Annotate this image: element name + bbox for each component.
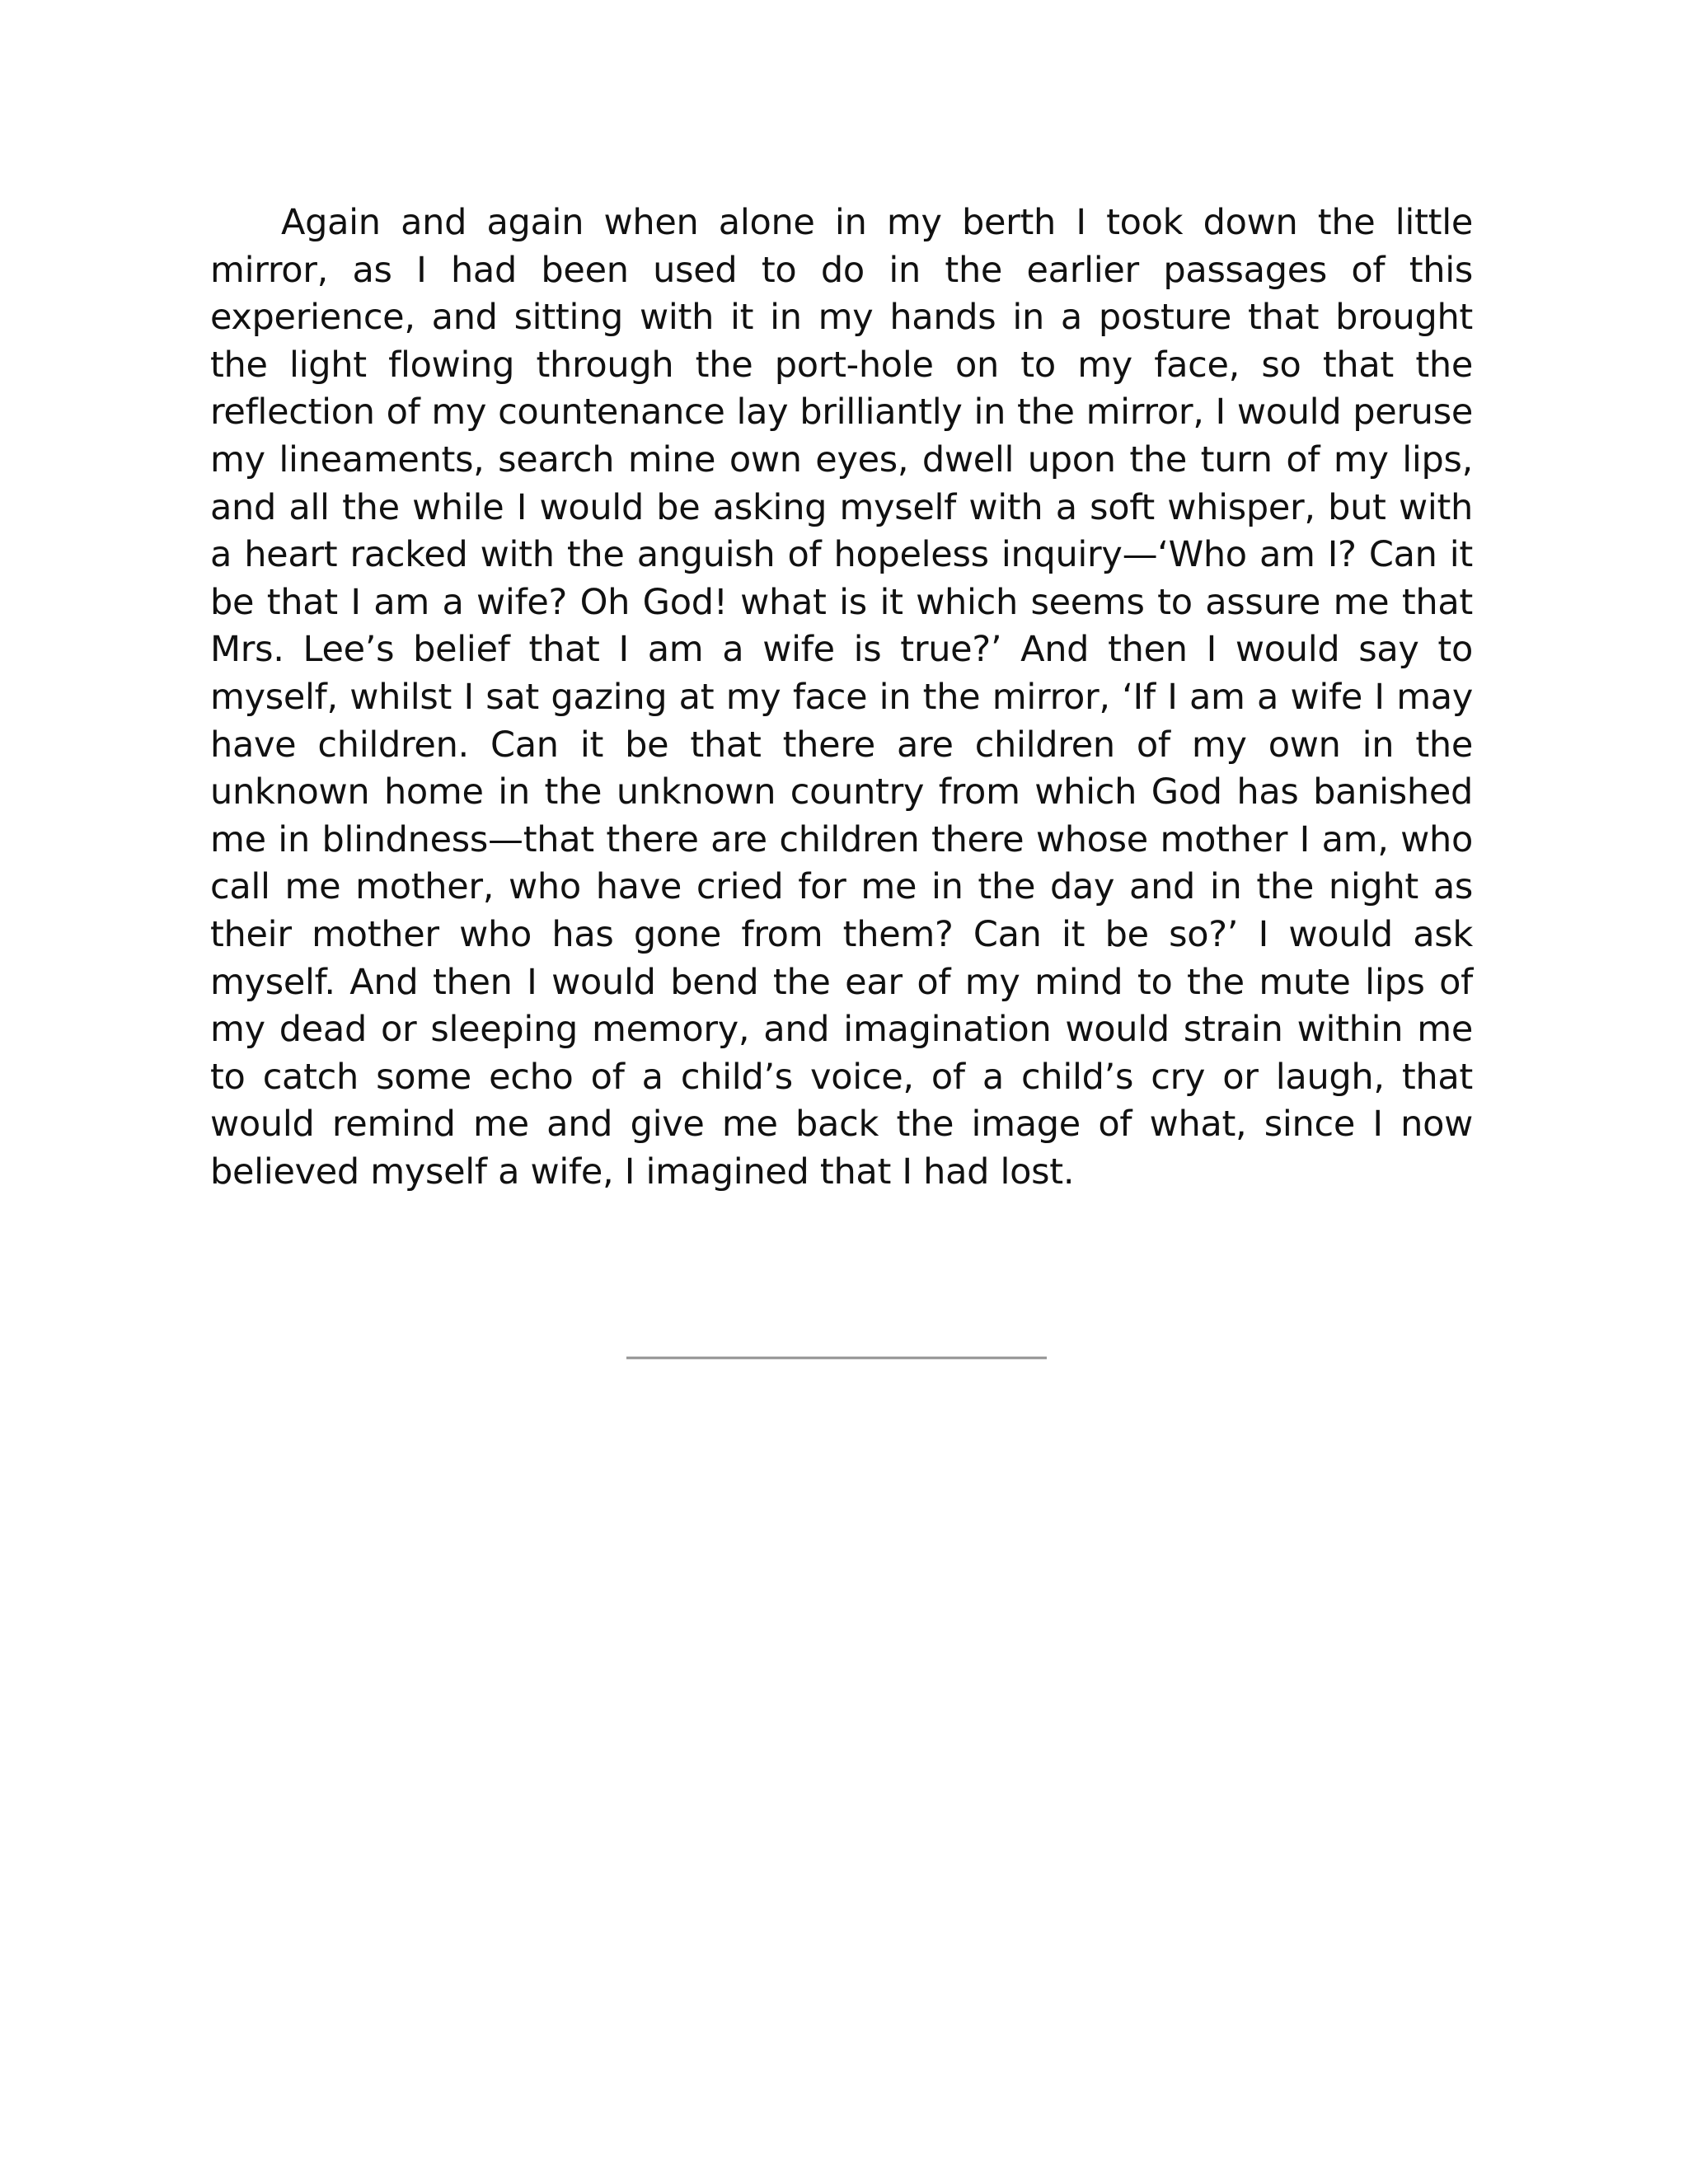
body-paragraph: Again and again when alone in my berth I took down the little mirror, as I had been used to do in the earlier passages of this experience, and sitting with it in my hands in a posture that brought the light flowing through the port-hole on to my face, so that the reflection of my countenance lay brilliantly in the mirror, I would peruse my lineaments, search mine own eyes, dwell upon the turn of my lips, and all the while I would be asking myself with a soft whisper, but with a heart racked with the anguish of hopeless inquiry—‘Who am I? Can it be that I am a wife? Oh God! what is it which seems to assure me that Mrs. Lee’s belief that I am a wife is true?’ And then I would say to myself, whilst I sat gazing at my face in the mirror, ‘If I am a wife I may have children. Can it be that there are children of my own in the unknown home in the unknown country from which God has banished me in blindness—that there are children there whose mother I am, who call me mother, who have cried for me in the day and in the night as their mother who has gone from them? Can it be so?’ I would ask myself. And then I would bend the ear of my mind to the mute lips of my dead or sleeping memory, and imagination would strain within me to catch some echo of a child’s voice, of a child’s cry or laugh, that would remind me and give me back the image of what, since I now believed myself a wife, I imagined that I had lost. <box>210 202 1473 1193</box>
section-divider <box>626 1357 1047 1360</box>
